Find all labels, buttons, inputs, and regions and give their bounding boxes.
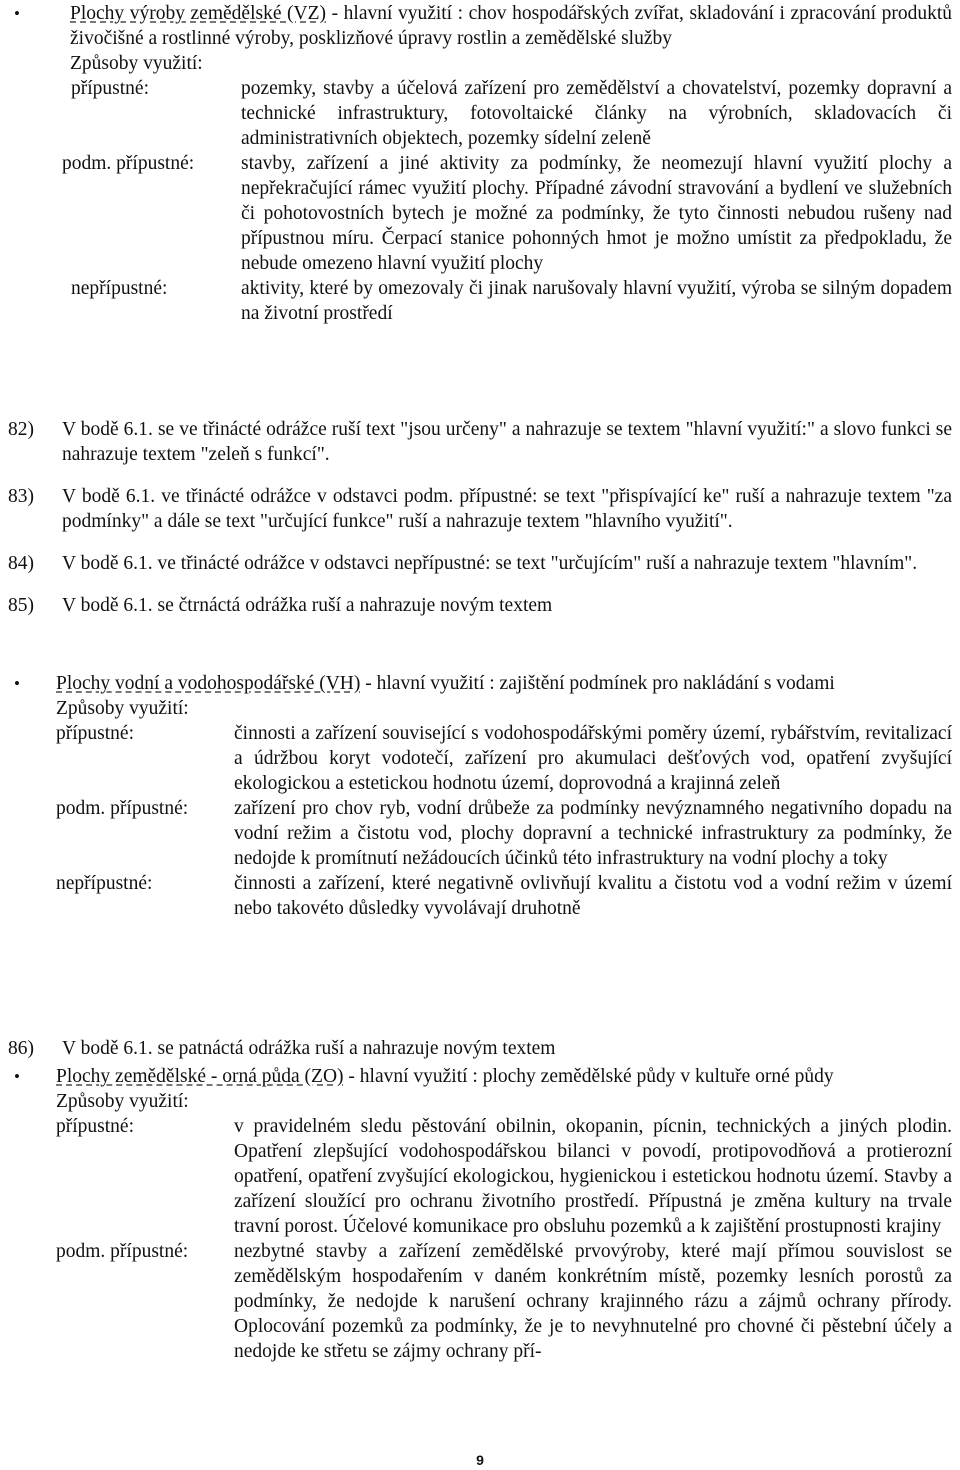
vh-title-link[interactable]: Plochy vodní a vodohospodářské (VH) [56,673,361,694]
row-label: podm. přípustné: [56,798,189,819]
zo-title-link[interactable]: Plochy zemědělské - orná půda (ZO) [56,1066,344,1087]
items-82-85 [0,417,960,618]
row-text: stavby, zařízení a jiné aktivity za podmínky, že neomezují hlavní využití plochy a nepřekračující rámec využití plochy. Případné závodní stravování a bydlení ve služebních či pohotovostních bytech je možné za podmínky, že tyto činnosti nebudou rušeny nad přípustnou míru. Čerpací stanice pohonných hmot je možno umístit za předpokladu, že nebude omezeno hlavní využití plochy [241,153,952,274]
item-number: 86) [8,1038,34,1059]
block-vz [0,1,960,326]
item-number: 83) [8,486,34,507]
usage-label: Způsoby využití: [70,53,203,74]
row-podm-pripustne [0,796,960,871]
row-text: nezbytné stavby a zařízení zemědělské prvovýroby, které mají přímou souvislost se zemědělským hospodařením v daném konkrétním místě, pozemky lesních porostů za podmínky, že nedojde k narušení ochrany krajinného rázu a zájmů ochrany přírody. Oplocování pozemků za podmínky, že je to nevyhnutelné pro chovné či pěstební účely a nedojde ke střetu se zájmy ochrany pří- [234,1241,952,1362]
row-label: nepřípustné: [56,873,153,894]
row-pripustne [0,721,960,796]
row-pripustne [0,1114,960,1239]
item-number: 84) [8,553,34,574]
item-text: V bodě 6.1. se patnáctá odrážka ruší a nahrazuje novým textem [62,1038,556,1059]
bullet-icon: • [14,674,20,693]
bullet-icon: • [14,4,20,23]
row-label: nepřípustné: [71,278,168,299]
row-podm-pripustne [0,1239,960,1364]
row-text: v pravidelném sledu pěstování obilnin, okopanin, pícnin, technických a jiných plodin. Opatření zlepšující vodohospodářskou bilanci v povodí, protipovodňová a protierozní opatření, opatření zvyšující ekologickou, hygienickou i estetickou hodnotu území. Stavby a zařízení sloužící pro ochranu životního prostředí. Přípustná je změna kultury na trvale travní porost. Účelové komunikace pro obsluhu pozemků a k zajištění prostupnosti krajiny [234,1116,952,1237]
row-text: zařízení pro chov ryb, vodní drůbeže za podmínky nevýznamného negativního dopadu na vodní režim a čistotu vod, plochy dopravní a technické infrastruktury za podmínky, že nedojde k promítnutí nežádoucích účinků této infrastruktury na vodní plochy a toky [234,798,952,869]
row-label: podm. přípustné: [56,1241,189,1262]
row-label: přípustné: [71,78,149,99]
vh-heading [56,671,952,696]
zo-main-use: - hlavní využití : plochy zemědělské půdy v kultuře orné půdy [343,1066,834,1087]
vh-main-use: - hlavní využití : zajištění podmínek pro nakládání s vodami [360,673,835,694]
item-text: V bodě 6.1. ve třinácté odrážce v odstavci nepřípustné: se text "určujícím" ruší a nahrazuje textem "hlavním". [62,553,918,574]
item-86 [0,1036,960,1061]
page-number: 9 [476,1452,484,1468]
row-label: přípustné: [56,723,134,744]
row-nepripustne [0,871,960,921]
vz-heading [56,1,952,51]
row-text: činnosti a zařízení, které negativně ovlivňují kvalitu a čistotu vod a vodní režim v území nebo takovéto důsledky vyvolávají druhotně [234,873,952,919]
bullet-icon: • [14,1067,20,1086]
row-text: pozemky, stavby a účelová zařízení pro zemědělství a chovatelství, pozemky dopravní a technické infrastruktury, fotovoltaické články na výrobních, skladovacích či administrativních objektech, pozemky sídelní zeleně [241,78,952,149]
block-vh [0,671,960,921]
item-number: 82) [8,419,34,440]
row-pripustne [0,76,960,151]
list-item [0,593,960,618]
row-text: aktivity, které by omezovaly či jinak narušovaly hlavní využití, výroba se silným dopadem na životní prostředí [241,278,952,324]
item-number: 85) [8,595,34,616]
row-podm-pripustne [0,151,960,276]
item-text: V bodě 6.1. ve třinácté odrážce v odstavci podm. přípustné: se text "přispívající ke" ruší a nahrazuje textem "za podmínky" a dále se text "určující funkce" ruší a nahrazuje textem "hlavního využití". [62,486,952,532]
zo-heading [56,1064,952,1089]
row-text: činnosti a zařízení související s vodohospodářskými poměry území, rybářstvím, revitalizací a údržbou koryt vodotečí, zařízení pro akumulaci dešťových vod, opatření zvyšující ekologickou a estetickou hodnotu území, doprovodná a krajinná zeleň [234,723,952,794]
vz-title-link[interactable]: Plochy výroby zemědělské (VZ) [70,3,327,24]
row-nepripustne [0,276,960,326]
list-item [0,551,960,576]
block-zo [0,1064,960,1364]
list-item [0,1036,960,1061]
vz-main-use: - hlavní využití : chov hospodářských zvířat, skladování i zpracování produktů živočišné a rostlinné výroby, posklizňové úpravy rostlin a zemědělské služby [70,3,952,49]
list-item [0,484,960,534]
list-item [0,417,960,467]
usage-label: Způsoby využití: [56,698,189,719]
row-label: podm. přípustné: [62,153,195,174]
item-text: V bodě 6.1. se ve třinácté odrážce ruší text "jsou určeny" a nahrazuje se textem "hlavní využití:" a slovo funkci se nahrazuje textem "zeleň s funkcí". [62,419,952,465]
usage-label: Způsoby využití: [56,1091,189,1112]
item-text: V bodě 6.1. se čtrnáctá odrážka ruší a nahrazuje novým textem [62,595,553,616]
row-label: přípustné: [56,1116,134,1137]
